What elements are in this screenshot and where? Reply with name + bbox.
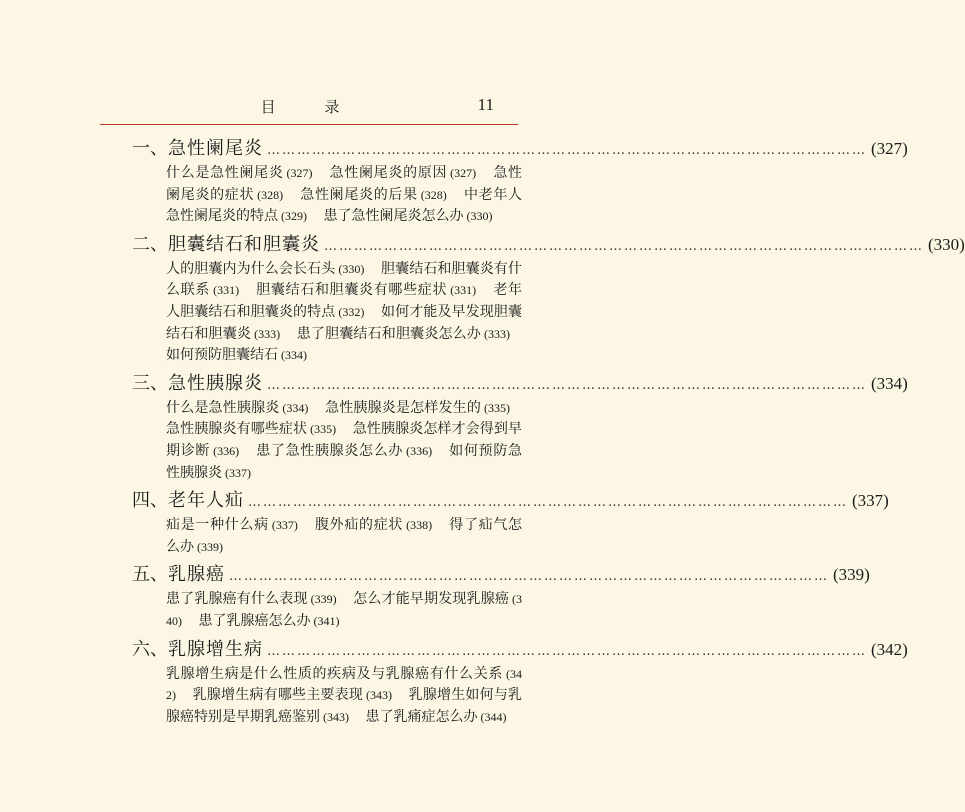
section-number: 五、 xyxy=(132,564,168,586)
entry-text: 患了乳腺癌有什么表现 xyxy=(166,591,308,608)
toc-entry[interactable] xyxy=(365,709,506,725)
entry-text: 得了疝气怎么办 xyxy=(166,517,523,555)
entry-text: 什么是急性胰腺炎 xyxy=(166,399,280,416)
entry-text: 如何预防急性胰腺炎 xyxy=(166,442,523,481)
entry-text: 急性胰腺炎是怎样发生的 xyxy=(325,399,482,416)
toc-section xyxy=(132,230,965,367)
section-title: 老年人疝 xyxy=(168,490,244,512)
entry-page: (337) xyxy=(271,518,298,533)
entry-page: (339) xyxy=(310,592,337,607)
section-title: 乳腺癌 xyxy=(168,564,225,586)
entry-text: 乳腺增生如何与乳腺癌特别是早期乳癌鉴别 xyxy=(166,687,523,725)
entry-page: (334) xyxy=(281,348,307,363)
dot-leader: ………………………………………………………………………………………………………… xyxy=(324,238,924,254)
section-page: (334) xyxy=(871,373,908,393)
entry-page: (334) xyxy=(282,400,309,415)
section-number: 一、 xyxy=(132,138,168,159)
toc-entry[interactable] xyxy=(193,687,392,703)
dot-leader: ………………………………………………………………………………………………………… xyxy=(267,643,867,659)
entry-page: (329) xyxy=(281,209,307,224)
toc-section xyxy=(132,134,908,228)
entry-text: 如何才能及早发现胆囊结石和胆囊炎 xyxy=(166,303,523,342)
toc-entry[interactable] xyxy=(297,326,510,342)
entry-text: 患了急性胰腺炎怎么办 xyxy=(256,442,404,459)
entry-page: (333) xyxy=(254,326,281,341)
toc-entry[interactable] xyxy=(166,591,337,607)
entry-text: 患了胆囊结石和胆囊炎怎么办 xyxy=(296,325,482,342)
section-number: 四、 xyxy=(132,490,168,512)
entry-text: 胆囊结石和胆囊炎有哪些症状 xyxy=(256,282,448,299)
section-page: (337) xyxy=(852,491,889,511)
section-heading[interactable] xyxy=(132,560,870,589)
section-entries xyxy=(132,515,522,558)
entry-text: 腹外疝的症状 xyxy=(314,517,404,534)
entry-text: 如何预防胆囊结石 xyxy=(166,347,278,364)
section-heading[interactable] xyxy=(132,369,908,398)
dot-leader: ………………………………………………………………………………………………………… xyxy=(267,143,867,158)
section-number: 六、 xyxy=(132,638,168,660)
entry-text: 疝是一种什么病 xyxy=(166,517,269,534)
entry-text: 急性阑尾炎的症状 xyxy=(166,165,523,203)
entry-text: 急性阑尾炎的后果 xyxy=(300,186,418,203)
toc-entry[interactable] xyxy=(330,165,477,181)
entry-page: (330) xyxy=(338,261,365,276)
entry-text: 老年人胆囊结石和胆囊炎的特点 xyxy=(166,282,523,320)
section-title: 胆囊结石和胆囊炎 xyxy=(168,233,320,255)
entry-page: (330) xyxy=(466,209,493,224)
entry-text: 急性胰腺炎有哪些症状 xyxy=(166,421,308,438)
toc-section xyxy=(132,560,870,632)
section-entries xyxy=(132,398,522,484)
section-number: 三、 xyxy=(132,372,168,394)
dot-leader: ………………………………………………………………………………………………………… xyxy=(267,377,867,393)
entry-text: 急性阑尾炎的原因 xyxy=(329,165,448,181)
header-rule xyxy=(100,124,518,125)
entry-text: 胆囊结石和胆囊炎有什么联系 xyxy=(166,260,523,299)
toc-entry[interactable] xyxy=(166,421,336,437)
section-heading[interactable] xyxy=(132,230,965,259)
toc-entry[interactable] xyxy=(323,208,492,224)
entry-text: 乳腺增生病有哪些主要表现 xyxy=(192,687,363,704)
entry-page: (339) xyxy=(197,539,223,554)
entry-text: 患了乳痛症怎么办 xyxy=(365,708,478,725)
entry-page: (337) xyxy=(225,465,251,480)
section-title: 急性阑尾炎 xyxy=(168,138,263,159)
toc-entry[interactable] xyxy=(166,347,307,363)
entry-page: (340) xyxy=(166,592,523,628)
section-entries xyxy=(132,259,522,367)
entry-page: (328) xyxy=(257,187,284,202)
toc-entry[interactable] xyxy=(325,400,510,416)
toc-entry[interactable] xyxy=(166,517,298,533)
toc-entry[interactable] xyxy=(166,165,313,181)
section-page: (342) xyxy=(871,639,908,659)
entry-page: (343) xyxy=(366,688,392,703)
toc-entry[interactable] xyxy=(256,282,476,298)
toc-entry[interactable] xyxy=(198,613,339,629)
toc-section xyxy=(132,486,889,558)
section-page: (339) xyxy=(833,565,870,585)
section-entries xyxy=(132,664,522,729)
toc-entry[interactable] xyxy=(166,261,364,277)
section-title: 急性胰腺炎 xyxy=(168,372,263,394)
entry-page: (335) xyxy=(310,422,337,437)
entry-page: (331) xyxy=(213,283,240,298)
entry-text: 乳腺增生病是什么性质的疾病及与乳腺癌有什么关系 xyxy=(166,665,503,682)
entry-page: (341) xyxy=(313,613,340,628)
entry-page: (327) xyxy=(286,166,313,180)
entry-text: 患了急性阑尾炎怎么办 xyxy=(323,208,464,225)
dot-leader: ………………………………………………………………………………………………………… xyxy=(248,495,848,511)
page-header xyxy=(100,96,500,120)
entry-page: (338) xyxy=(406,518,433,533)
entry-text: 怎么才能早期发现乳腺癌 xyxy=(353,591,510,608)
entry-page: (336) xyxy=(406,443,433,458)
section-number: 二、 xyxy=(132,233,168,255)
header-title: 目 录 xyxy=(260,98,362,116)
entry-page: (332) xyxy=(338,304,365,319)
section-page: (330) xyxy=(928,234,965,254)
entry-page: (328) xyxy=(420,187,447,202)
toc-entry[interactable] xyxy=(315,517,432,533)
section-page: (327) xyxy=(871,139,908,158)
entry-text: 中老年人急性阑尾炎的特点 xyxy=(166,186,523,225)
dot-leader: ………………………………………………………………………………………………………… xyxy=(229,569,829,585)
entry-text: 急性胰腺炎怎样才会得到早期诊断 xyxy=(166,421,523,459)
entry-text: 什么是急性阑尾炎 xyxy=(166,165,284,181)
table-of-contents xyxy=(132,134,965,730)
section-entries xyxy=(132,163,522,228)
toc-entry[interactable] xyxy=(300,187,447,203)
toc-entry[interactable] xyxy=(256,443,432,459)
toc-section xyxy=(132,369,908,484)
entry-page: (342) xyxy=(166,666,522,703)
page-number: 11 xyxy=(477,95,494,114)
entry-text: 患了乳腺癌怎么办 xyxy=(198,612,311,629)
toc-section xyxy=(132,635,908,729)
section-heading[interactable] xyxy=(132,486,889,515)
entry-text: 人的胆囊内为什么会长石头 xyxy=(166,260,336,277)
section-heading[interactable] xyxy=(132,635,908,664)
entry-page: (333) xyxy=(484,326,511,341)
entry-page: (335) xyxy=(484,400,511,415)
entry-page: (344) xyxy=(480,709,507,724)
section-entries xyxy=(132,589,522,632)
entry-page: (343) xyxy=(323,709,349,724)
entry-page: (327) xyxy=(450,166,477,180)
entry-page: (336) xyxy=(213,443,240,458)
section-title: 乳腺增生病 xyxy=(168,638,263,660)
toc-entry[interactable] xyxy=(166,400,308,416)
section-heading[interactable] xyxy=(132,134,908,163)
entry-page: (331) xyxy=(450,283,477,298)
